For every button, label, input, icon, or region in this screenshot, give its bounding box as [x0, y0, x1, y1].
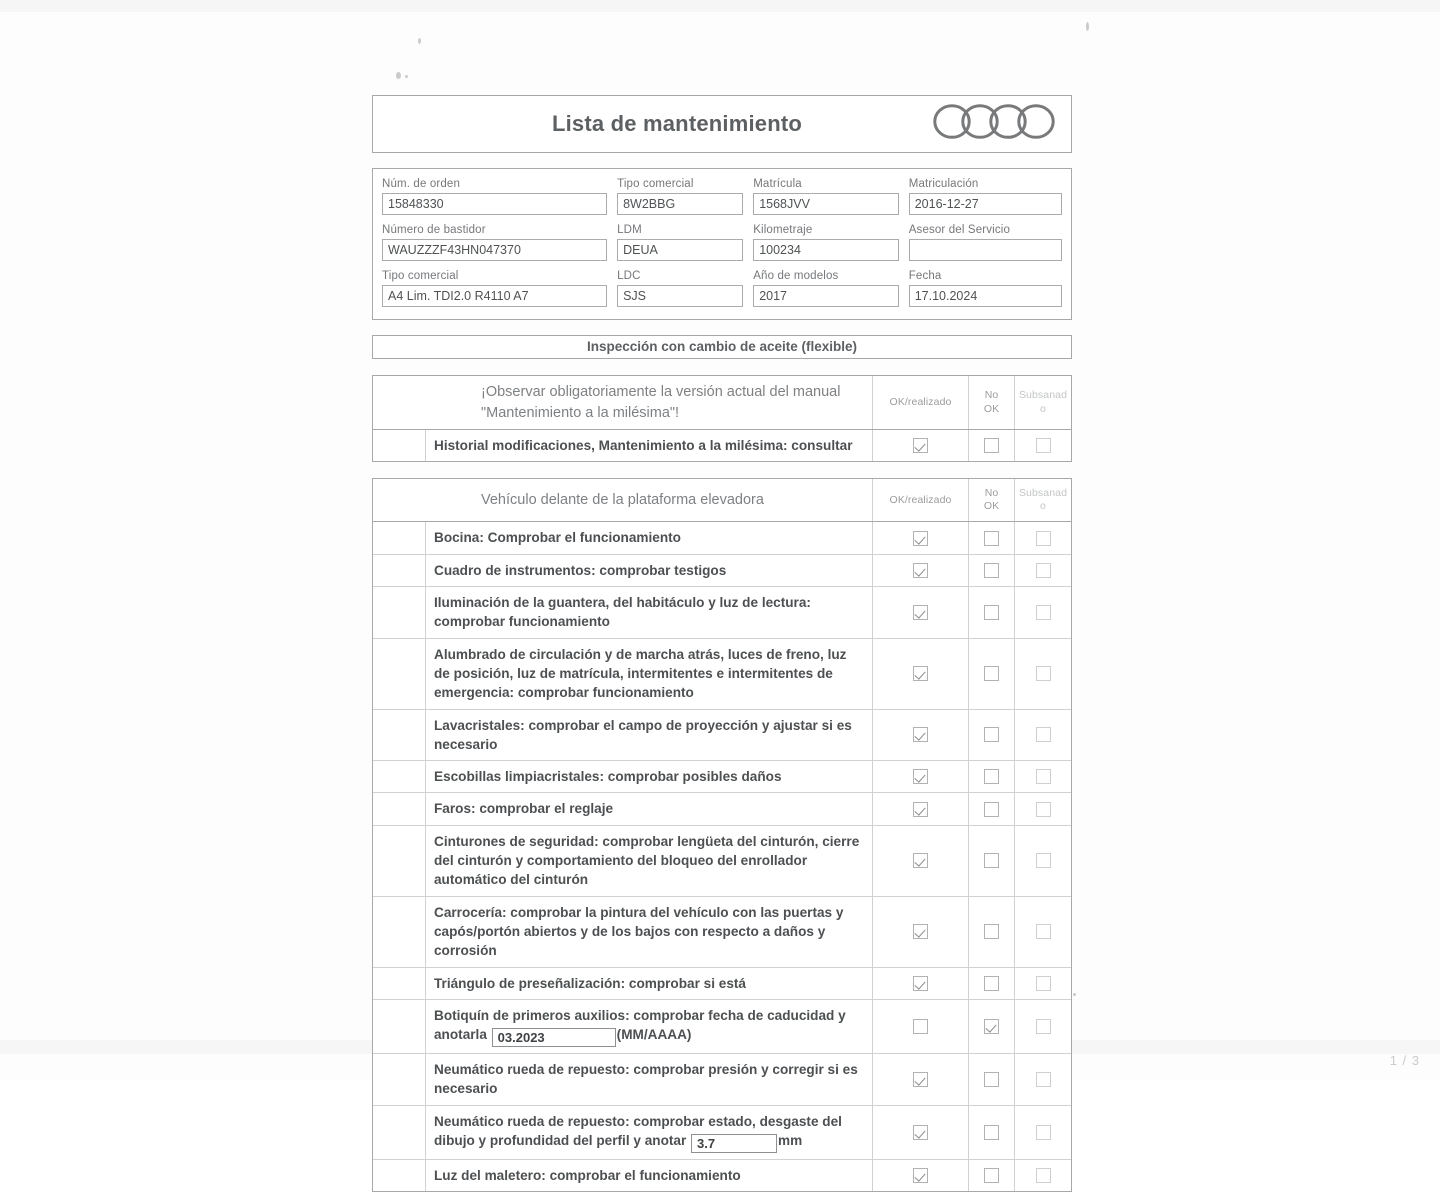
field-value-input[interactable]: 17.10.2024	[909, 285, 1062, 307]
cell-ok	[873, 826, 969, 896]
row-gutter	[373, 710, 426, 761]
row-gutter	[373, 587, 426, 638]
checklist-item-label: Neumático rueda de repuesto: comprobar presión y corregir si es necesario	[426, 1054, 873, 1105]
checkbox-no-ok[interactable]	[984, 769, 999, 784]
checkbox-no-ok[interactable]	[984, 563, 999, 578]
cell-no-ok	[969, 639, 1015, 709]
field-ano-de-modelos	[753, 270, 909, 307]
row-gutter	[373, 1160, 426, 1191]
field-asesor-del-servicio	[909, 224, 1062, 261]
field-value-input[interactable]: 2016-12-27	[909, 193, 1062, 215]
field-ldc	[617, 270, 753, 307]
row-gutter	[373, 1106, 426, 1159]
checklist-item-label: Bocina: Comprobar el funcionamiento	[426, 522, 873, 553]
checklist-item-label	[426, 1106, 873, 1159]
checkbox-subsanado[interactable]	[1036, 666, 1051, 681]
field-matriculacion	[909, 178, 1062, 215]
cell-no-ok	[969, 1106, 1015, 1159]
checkbox-subsanado[interactable]	[1036, 563, 1051, 578]
field-label: Núm. de orden	[382, 178, 461, 190]
cell-no-ok	[969, 1000, 1015, 1053]
field-value-input[interactable]: 15848330	[382, 193, 607, 215]
cell-no-ok	[969, 587, 1015, 638]
cell-subsanado	[1015, 555, 1071, 586]
checkbox-no-ok[interactable]	[984, 1125, 999, 1140]
checkbox-no-ok[interactable]	[984, 727, 999, 742]
field-value-input[interactable]	[909, 239, 1062, 261]
row-gutter	[373, 430, 426, 461]
checkbox-no-ok[interactable]	[984, 605, 999, 620]
checkbox-ok[interactable]	[913, 605, 928, 620]
checkbox-ok[interactable]	[913, 531, 928, 546]
table-row	[373, 710, 1071, 762]
cell-subsanado	[1015, 1054, 1071, 1105]
checkbox-subsanado[interactable]	[1036, 1125, 1051, 1140]
table-row	[373, 793, 1071, 825]
checkbox-ok[interactable]	[913, 438, 928, 453]
section-title-bar: Inspección con cambio de aceite (flexible)	[372, 335, 1072, 359]
subsanado-line-2: o	[1040, 402, 1046, 415]
field-value-input[interactable]: 1568JVV	[753, 193, 899, 215]
column-header-no-ok-label	[982, 389, 1001, 415]
checklist-item-value-input[interactable]: 3.7	[691, 1134, 777, 1153]
table-row	[373, 897, 1071, 968]
column-header-no-ok-label	[982, 487, 1001, 513]
field-value-input[interactable]: DEUA	[617, 239, 743, 261]
checkbox-ok[interactable]	[913, 727, 928, 742]
vehicle-data-block	[372, 168, 1072, 320]
no-ok-line-1: No	[984, 389, 999, 402]
row-gutter	[373, 522, 426, 553]
field-label: LDC	[617, 270, 641, 282]
row-gutter	[373, 826, 426, 896]
checkbox-no-ok[interactable]	[984, 1019, 999, 1034]
field-fecha	[909, 270, 1062, 307]
field-num-de-orden	[382, 178, 617, 215]
cell-ok	[873, 1054, 969, 1105]
cell-ok	[873, 639, 969, 709]
cell-subsanado	[1015, 587, 1071, 638]
cell-no-ok	[969, 430, 1015, 461]
cell-ok	[873, 1000, 969, 1053]
field-numero-de-bastidor	[382, 224, 617, 261]
cell-ok	[873, 1106, 969, 1159]
cell-no-ok	[969, 1160, 1015, 1191]
document-header	[372, 95, 1072, 153]
header-line-1: ¡Observar obligatoriamente la versión actual del manual	[481, 384, 841, 400]
field-matricula	[753, 178, 909, 215]
checkbox-subsanado[interactable]	[1036, 727, 1051, 742]
checkbox-no-ok[interactable]	[984, 802, 999, 817]
field-label: Número de bastidor	[382, 224, 486, 236]
cell-ok	[873, 710, 969, 761]
cell-no-ok	[969, 555, 1015, 586]
no-ok-line-2: OK	[983, 402, 1000, 415]
checkbox-no-ok[interactable]	[984, 976, 999, 991]
cell-subsanado	[1015, 430, 1071, 461]
table-row	[373, 639, 1071, 710]
checkbox-ok[interactable]	[913, 1125, 928, 1140]
row-gutter	[373, 555, 426, 586]
checkbox-ok[interactable]	[913, 802, 928, 817]
no-ok-line-2: OK	[983, 500, 1000, 513]
field-value-input[interactable]: 100234	[753, 239, 899, 261]
checkbox-ok[interactable]	[913, 853, 928, 868]
row-gutter	[373, 968, 426, 999]
page-title: Lista de mantenimiento	[551, 111, 803, 136]
row-gutter	[373, 1000, 426, 1053]
cell-subsanado	[1015, 968, 1071, 999]
subsanado-line-2: o	[1040, 500, 1046, 513]
checklist-item-value-input[interactable]: 03.2023	[492, 1028, 616, 1047]
table-header-label: Vehículo delante de la plataforma elevadora	[425, 479, 873, 521]
field-ldm	[617, 224, 753, 261]
table-header-row	[373, 479, 1071, 522]
vehicle-data-row	[382, 178, 1062, 215]
row-gutter	[373, 1054, 426, 1105]
column-header-ok-label: OK/realizado	[889, 396, 952, 409]
checklist-item-label: Cuadro de instrumentos: comprobar testigos	[426, 555, 873, 586]
row-gutter	[373, 639, 426, 709]
checklist-item-label: Luz del maletero: comprobar el funcionamiento	[426, 1160, 873, 1191]
checkbox-no-ok[interactable]	[984, 853, 999, 868]
column-header-subsanado-label	[1017, 487, 1069, 513]
no-ok-line-1: No	[984, 487, 999, 500]
checklist-item-label: Carrocería: comprobar la pintura del vehículo con las puertas y capós/portón abiertos y de los bajos con respecto a daños y corrosión	[426, 897, 873, 967]
row-gutter	[373, 793, 426, 824]
checklist-item-text-wrap	[434, 1112, 862, 1153]
checkbox-subsanado[interactable]	[1036, 531, 1051, 546]
checkbox-ok[interactable]	[913, 1072, 928, 1087]
checkbox-ok[interactable]	[913, 1168, 928, 1183]
checklist-item-label: Cinturones de seguridad: comprobar lengüeta del cinturón, cierre del cinturón y comportamiento del bloqueo del enrollador automático del cinturón	[426, 826, 873, 896]
checkbox-ok[interactable]	[913, 924, 928, 939]
cell-no-ok	[969, 710, 1015, 761]
checkbox-subsanado[interactable]	[1036, 438, 1051, 453]
audi-rings-logo	[933, 104, 1057, 145]
cell-subsanado	[1015, 897, 1071, 967]
checkbox-subsanado[interactable]	[1036, 1019, 1051, 1034]
cell-ok	[873, 587, 969, 638]
checklist-item-text-after: (MM/AAAA)	[616, 1027, 692, 1043]
table-row	[373, 1000, 1071, 1054]
field-kilometraje	[753, 224, 909, 261]
row-gutter	[373, 897, 426, 967]
cell-subsanado	[1015, 1106, 1071, 1159]
cell-no-ok	[969, 793, 1015, 824]
table-row	[373, 1106, 1071, 1160]
checklist-item-label: Triángulo de preseñalización: comprobar si está	[426, 968, 873, 999]
field-value-input[interactable]: SJS	[617, 285, 743, 307]
checkbox-subsanado[interactable]	[1036, 853, 1051, 868]
row-gutter	[373, 761, 426, 792]
checkbox-subsanado[interactable]	[1036, 1168, 1051, 1183]
cell-ok	[873, 555, 969, 586]
vehicle-data-row	[382, 224, 1062, 261]
field-label: Kilometraje	[753, 224, 813, 236]
maintenance-checklist-document	[372, 95, 1072, 1192]
table-row	[373, 430, 1071, 461]
field-tipo-comercial	[382, 270, 617, 307]
table-row	[373, 968, 1071, 1000]
table-row	[373, 826, 1071, 897]
scan-speck	[1073, 993, 1076, 996]
checklist-rows-container	[373, 522, 1071, 1191]
scan-speck	[405, 75, 408, 78]
cell-subsanado	[1015, 826, 1071, 896]
column-header-ok	[873, 376, 969, 429]
checklist-item-text-before: Botiquín de primeros auxilios: comprobar fecha de caducidad y anotarla	[434, 1007, 846, 1043]
checkbox-subsanado[interactable]	[1036, 976, 1051, 991]
checklist-item-label: Alumbrado de circulación y de marcha atrás, luces de freno, luz de posición, luz de matrícula, intermitentes e intermitentes de emergencia: comprobar funcionamiento	[426, 639, 873, 709]
cell-ok	[873, 430, 969, 461]
field-label: Año de modelos	[753, 270, 839, 282]
field-label: Asesor del Servicio	[908, 224, 1010, 236]
table-header-label	[425, 376, 873, 429]
cell-no-ok	[969, 968, 1015, 999]
cell-ok	[873, 897, 969, 967]
row-gutter	[373, 376, 425, 429]
checklist-item-label: Lavacristales: comprobar el campo de proyección y ajustar si es necesario	[426, 710, 873, 761]
checkbox-subsanado[interactable]	[1036, 605, 1051, 620]
cell-subsanado	[1015, 1000, 1071, 1053]
cell-ok	[873, 968, 969, 999]
column-header-subsanado	[1015, 479, 1071, 521]
column-header-subsanado	[1015, 376, 1071, 429]
scan-speck	[418, 38, 421, 44]
cell-subsanado	[1015, 793, 1071, 824]
header-line-2: "Mantenimiento a la milésima"!	[481, 404, 680, 421]
column-header-subsanado-label	[1017, 389, 1069, 415]
vehicle-data-row	[382, 270, 1062, 307]
table-row	[373, 761, 1071, 793]
field-value-input[interactable]: 8W2BBG	[617, 193, 743, 215]
checkbox-ok[interactable]	[913, 666, 928, 681]
field-label: Matrícula	[753, 178, 802, 190]
cell-no-ok	[969, 761, 1015, 792]
checklist-item-text-before: Neumático rueda de repuesto: comprobar estado, desgaste del dibujo y profundidad del perfil y anotar	[434, 1113, 842, 1148]
checkbox-no-ok[interactable]	[984, 438, 999, 453]
field-value-input[interactable]: 2017	[753, 285, 899, 307]
checklist-item-label: Escobillas limpiacristales: comprobar posibles daños	[426, 761, 873, 792]
table-row	[373, 587, 1071, 639]
checklist-item-text-after: mm	[778, 1132, 803, 1148]
vehicle-checks-table	[372, 478, 1072, 1192]
cell-subsanado	[1015, 761, 1071, 792]
cell-ok	[873, 793, 969, 824]
field-label: Tipo comercial	[382, 270, 459, 282]
checklist-item-label: Faros: comprobar el reglaje	[426, 793, 873, 824]
column-header-no-ok	[969, 376, 1015, 429]
checklist-item-text-wrap	[434, 1006, 862, 1047]
scan-speck	[396, 72, 401, 79]
table-header-row	[373, 376, 1071, 430]
subsanado-line-1: Subsanad	[1018, 389, 1068, 402]
manual-notice-table	[372, 375, 1072, 462]
checkbox-ok[interactable]	[913, 769, 928, 784]
cell-ok	[873, 1160, 969, 1191]
cell-no-ok	[969, 897, 1015, 967]
scan-band	[0, 0, 1440, 12]
checkbox-ok[interactable]	[913, 563, 928, 578]
table-row	[373, 1160, 1071, 1191]
field-label: Fecha	[908, 270, 942, 282]
checkbox-no-ok[interactable]	[984, 1168, 999, 1183]
field-label: Matriculación	[908, 178, 979, 190]
subsanado-line-1: Subsanad	[1018, 487, 1068, 500]
checkbox-subsanado[interactable]	[1036, 924, 1051, 939]
cell-subsanado	[1015, 710, 1071, 761]
cell-subsanado	[1015, 639, 1071, 709]
checkbox-ok[interactable]	[913, 976, 928, 991]
cell-subsanado	[1015, 1160, 1071, 1191]
table-row	[373, 555, 1071, 587]
checkbox-subsanado[interactable]	[1036, 802, 1051, 817]
checklist-item-label: Historial modificaciones, Mantenimiento a la milésima: consultar	[426, 430, 873, 461]
cell-no-ok	[969, 826, 1015, 896]
cell-ok	[873, 522, 969, 553]
checklist-item-label: Iluminación de la guantera, del habitáculo y luz de lectura: comprobar funcionamiento	[426, 587, 873, 638]
column-header-ok	[873, 479, 969, 521]
checklist-item-label	[426, 1000, 873, 1053]
checkbox-no-ok[interactable]	[984, 531, 999, 546]
table-row	[373, 522, 1071, 554]
checkbox-subsanado[interactable]	[1036, 1072, 1051, 1087]
row-gutter	[373, 479, 425, 521]
field-label: Tipo comercial	[617, 178, 694, 190]
checkbox-ok[interactable]	[913, 1019, 928, 1034]
cell-ok	[873, 761, 969, 792]
checkbox-no-ok[interactable]	[984, 1072, 999, 1087]
column-header-ok-label: OK/realizado	[889, 493, 952, 506]
field-value-input[interactable]: WAUZZZF43HN047370	[382, 239, 607, 261]
column-header-no-ok	[969, 479, 1015, 521]
checkbox-subsanado[interactable]	[1036, 769, 1051, 784]
cell-no-ok	[969, 1054, 1015, 1105]
checkbox-no-ok[interactable]	[984, 924, 999, 939]
checkbox-no-ok[interactable]	[984, 666, 999, 681]
cell-subsanado	[1015, 522, 1071, 553]
field-tipo-comercial-code	[617, 178, 753, 215]
page-number: 1 / 3	[1389, 1053, 1420, 1068]
field-label: LDM	[617, 224, 642, 236]
cell-no-ok	[969, 522, 1015, 553]
scan-speck	[1086, 22, 1089, 31]
field-value-input[interactable]: A4 Lim. TDI2.0 R4110 A7	[382, 285, 607, 307]
